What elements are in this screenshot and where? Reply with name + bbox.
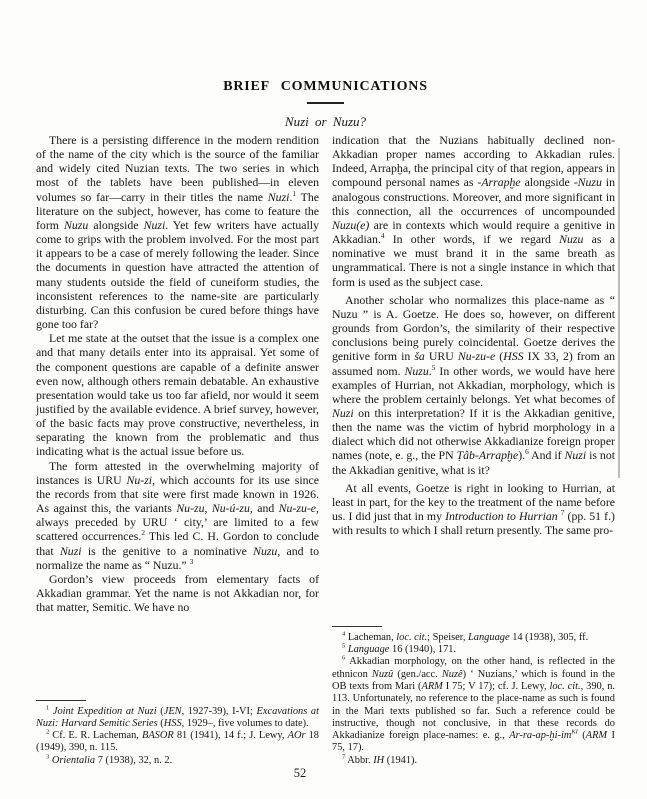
page-number: 52 bbox=[293, 766, 307, 780]
paragraph: Gordon’s view proceeds from elementary facts of Akkadian grammar. Yet the name is not Akkadian nor, for that matter, Semitic. We have no bbox=[36, 571, 319, 615]
footnote-separator bbox=[332, 626, 382, 627]
left-footnotes bbox=[36, 700, 319, 767]
two-column-text bbox=[36, 133, 615, 767]
page-header bbox=[36, 79, 615, 130]
paragraph: At all events, Goetze is right in looking to Hurrian, at least in part, for the key to the treatment of the name before us. I did just that in my Introduction to Hurrian $^7$ (pp. 51 f.) with results to which I shall return presently. The same pro- bbox=[332, 480, 615, 538]
paragraph: Let me state at the outset that the issue is a complex one and that many details enter into its appraisal. Yet some of the component questions are capable of a definite answer even now, although others remain debatable. An exhaustive presentation would take us too far afield, nor would it seem justified by the available evidence. A brief survey, however, of the basic facts may prove constructive, nevertheless, in separating the known from the problematic and thus indicating what is the actual issue before us. bbox=[36, 331, 319, 459]
article-title: Nuzi or Nuzu? bbox=[284, 114, 367, 129]
scan-artifact-line bbox=[618, 148, 620, 478]
section-title: BRIEF COMMUNICATIONS bbox=[223, 79, 428, 94]
footnote: $^2$ Cf. E. R. Lacheman, BASOR 81 (1941), 14 f.; J. Lewy, AOr 18 (1949), 390, n. 115. bbox=[36, 728, 319, 754]
footnote: $^6$ Akkadian morphology, on the other hand, is reflected in the ethnicon Nuzû (gen./acc. Nuzê) ‘ Nuzians,’ which is found in the OB texts from Mari (ARM I 75; V 17); cf. J. Lewy, loc. cit., 390, n. 113. Unfortunately, no reference to the place-name as such is found in the Mari texts published so far. Such a reference could be instructive, though not conclusive, in that these records do Akkadianize foreign place-names: e. g., $Ar-ra-ap-ḫi-im^{KI}$ (ARM I 75, 17). bbox=[332, 654, 615, 754]
footnote: $^5$ Language 16 (1940), 171. bbox=[342, 642, 457, 656]
footnote-separator bbox=[36, 700, 86, 701]
footnote: $^1$ Joint Expedition at Nuzi (JEN, 1927-39), I-VI; Excavations at Nuzi: Harvard Semitic Series (HSS, 1929–, five volumes to date). bbox=[36, 704, 319, 729]
paragraph: There is a persisting difference in the modern rendition of the name of the city which is the source of the familiar and widely cited Nuzian texts. The two series in which most of the tablets have been published—in eleven volumes so far—carry in their titles the name Nuzi.$^1$ The literature on the subject, however, has come to feature the form Nuzu alongside Nuzi. Yet few writers have actually come to grips with the problem involved. For the most part it appears to be a case of merely following the leader. Since the documents in question have attracted the attention of many students outside the field of cuneiform studies, the inconsistent references to the name-site are particularly disturbing. Can this confusion be cured before things have gone too far? bbox=[36, 133, 319, 332]
paragraph: indication that the Nuzians habitually declined non-Akkadian proper names according to Akkadian rules. Indeed, Arrapḫa, the principal city of that region, appears in compound personal names as -Arrapḫe alongside -Nuzu in analogous constructions. Moreover, and more significant in this connection, all the occurrences of uncompounded Nuzu(e) are in contexts which would require a genitive in Akkadian.$^4$ In other words, if we regard Nuzu as a nominative we must brand it in the same breath as ungrammatical. There is not a single instance in which that form is used as the subject case. bbox=[332, 133, 615, 289]
paragraph: The form attested in the overwhelming majority of instances is URU Nu-zi, which accounts for its use since the records from that site were first made known in 1926. As against this, the variants Nu-zu, Nu-ú-zu, and Nu-zu-e, always preceded by URU ‘ city,’ are limited to a few scattered occurrences.$^2$ This led C. H. Gordon to conclude that Nuzi is the genitive to a nominative Nuzu, and to normalize the name as “ Nuzu.” $^3$ bbox=[36, 458, 320, 572]
left-column bbox=[36, 133, 319, 767]
footnote: $^4$ Lacheman, loc. cit.; Speiser, Language 14 (1938), 305, ff. bbox=[342, 630, 589, 643]
footnote: $^7$ Abbr. IH (1941). bbox=[342, 753, 418, 766]
paragraph: Another scholar who normalizes this place-name as “ Nuzu ” is A. Goetze. He does so, however, on different grounds from Gordon’s, the similarity of their respective conclusions being purely coincidental. Goetze derives the genitive form in ša URU Nu-zu-e (HSS IX 33, 2) from an assumed nom. Nuzu.$^5$ In other words, we would have here examples of Hurrian, not Akkadian, morphology, which is where the problem certainly belongs. Yet what becomes of Nuzi on this interpretation? If it is the Akkadian genitive, then the name was the victim of hybrid morphology in a dialect which did not otherwise Akkadianize foreign proper names (note, e. g., the PN Ṭâb-Arrapḫe).$^6$ And if Nuzi is not the Akkadian genitive, what is it? bbox=[332, 292, 616, 477]
title-divider bbox=[307, 102, 344, 104]
right-footnotes bbox=[332, 626, 615, 767]
right-column bbox=[332, 133, 615, 767]
footnote: $^3$ Orientalia 7 (1938), 32, n. 2. bbox=[46, 753, 173, 766]
